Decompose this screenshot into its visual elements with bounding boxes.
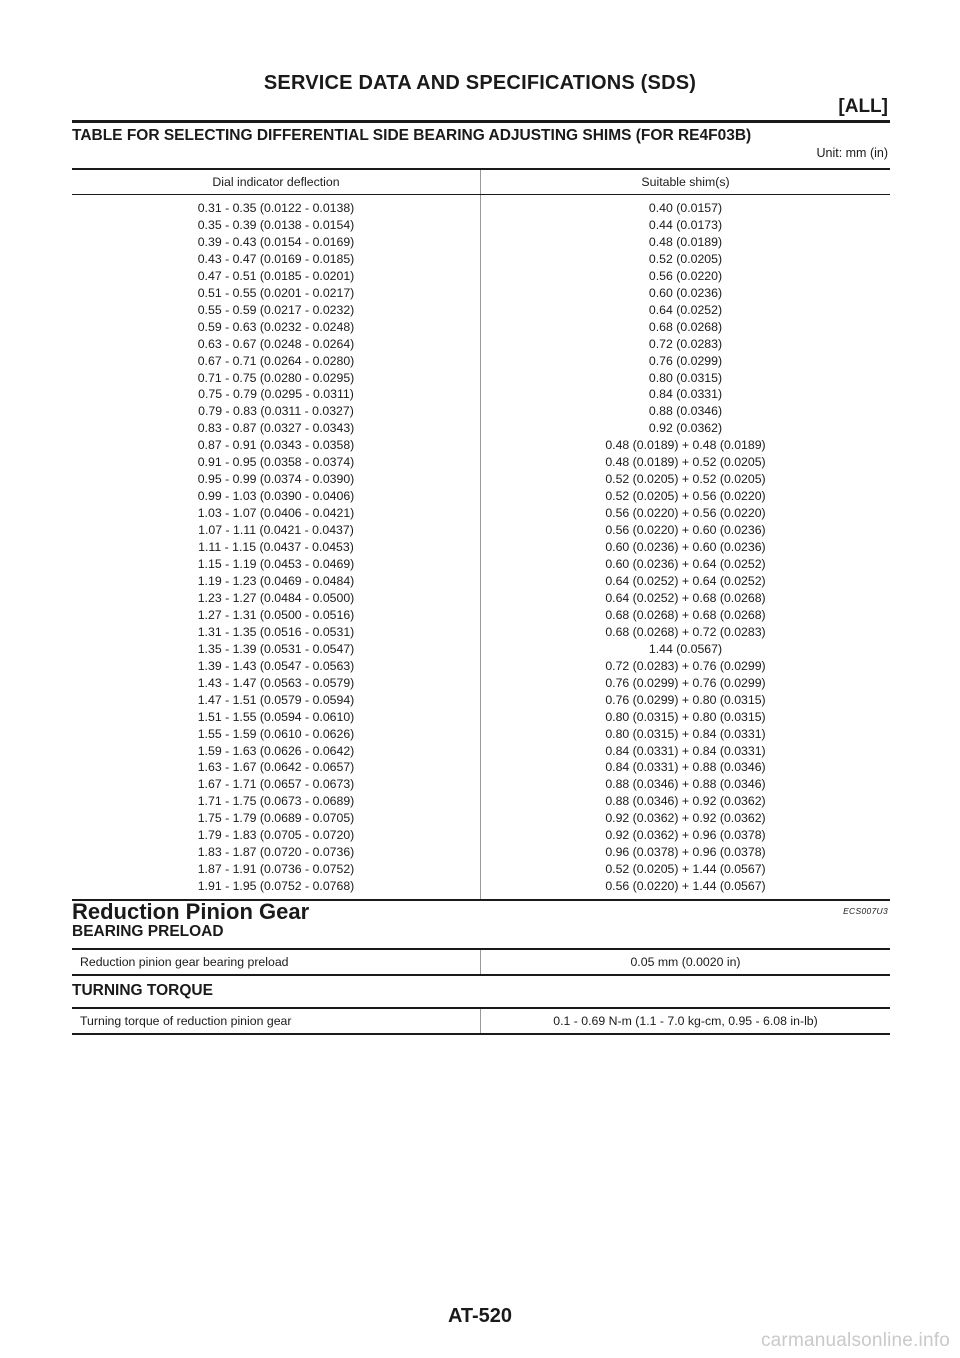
deflection-value: 1.03 - 1.07 (0.0406 - 0.0421) bbox=[197, 506, 355, 521]
shim-value: 0.48 (0.0189) bbox=[648, 234, 723, 249]
shim-value: 0.88 (0.0346) + 0.88 (0.0346) bbox=[605, 777, 766, 792]
table-row bbox=[72, 195, 890, 901]
deflection-value: 0.95 - 0.99 (0.0374 - 0.0390) bbox=[197, 472, 355, 487]
shim-value: 0.92 (0.0362) + 0.96 (0.0378) bbox=[605, 828, 766, 843]
shim-value: 0.44 (0.0173) bbox=[648, 217, 723, 232]
page-number: AT-520 bbox=[447, 1305, 513, 1327]
deflection-column-cell bbox=[72, 195, 481, 901]
shim-value: 0.52 (0.0205) bbox=[648, 251, 723, 266]
shim-value: 0.84 (0.0331) bbox=[648, 387, 723, 402]
deflection-value: 0.31 - 0.35 (0.0122 - 0.0138) bbox=[197, 201, 355, 215]
watermark: carmanualsonline.info bbox=[760, 1330, 950, 1351]
shim-selection-table bbox=[72, 168, 890, 901]
shim-value: 0.56 (0.0220) + 0.56 (0.0220) bbox=[605, 506, 766, 521]
deflection-value: 0.71 - 0.75 (0.0280 - 0.0295) bbox=[197, 370, 355, 385]
shim-value: 0.80 (0.0315) bbox=[648, 370, 723, 385]
shim-value: 0.56 (0.0220) + 0.60 (0.0236) bbox=[605, 523, 766, 538]
deflection-value: 0.79 - 0.83 (0.0311 - 0.0327) bbox=[198, 404, 354, 419]
deflection-value: 0.83 - 0.87 (0.0327 - 0.0343) bbox=[197, 421, 355, 436]
deflection-value: 1.79 - 1.83 (0.0705 - 0.0720) bbox=[197, 828, 355, 843]
shim-value: 0.60 (0.0236) + 0.64 (0.0252) bbox=[605, 557, 766, 572]
column-header-deflection: Dial indicator deflection bbox=[72, 169, 481, 195]
deflection-value: 0.55 - 0.59 (0.0217 - 0.0232) bbox=[197, 302, 355, 317]
shim-value: 0.60 (0.0236) + 0.60 (0.0236) bbox=[605, 540, 766, 555]
table-row bbox=[72, 949, 890, 975]
shim-value: 0.64 (0.0252) + 0.68 (0.0268) bbox=[605, 590, 766, 605]
deflection-value: 0.47 - 0.51 (0.0185 - 0.0201) bbox=[197, 268, 355, 283]
deflection-value: 1.87 - 1.91 (0.0736 - 0.0752) bbox=[197, 862, 355, 877]
shim-value: 0.68 (0.0268) + 0.72 (0.0283) bbox=[605, 624, 766, 639]
deflection-value: 0.35 - 0.39 (0.0138 - 0.0154) bbox=[197, 217, 355, 232]
section-tag: [ALL] bbox=[838, 96, 888, 117]
deflection-value: 0.75 - 0.79 (0.0295 - 0.0311) bbox=[198, 387, 354, 402]
deflection-value: 0.67 - 0.71 (0.0264 - 0.0280) bbox=[197, 353, 355, 368]
shim-value: 0.52 (0.0205) + 0.56 (0.0220) bbox=[605, 489, 766, 504]
shim-value: 0.48 (0.0189) + 0.52 (0.0205) bbox=[605, 455, 766, 470]
deflection-value: 0.59 - 0.63 (0.0232 - 0.0248) bbox=[197, 319, 355, 334]
deflection-value: 1.35 - 1.39 (0.0531 - 0.0547) bbox=[197, 641, 355, 656]
deflection-value: 1.71 - 1.75 (0.0673 - 0.0689) bbox=[197, 794, 355, 809]
shim-value: 0.60 (0.0236) bbox=[648, 285, 723, 300]
table-row bbox=[72, 1008, 890, 1034]
deflection-value: 0.91 - 0.95 (0.0358 - 0.0374) bbox=[197, 455, 355, 470]
bearing-preload-heading: BEARING PRELOAD bbox=[72, 923, 224, 940]
deflection-value: 1.59 - 1.63 (0.0626 - 0.0642) bbox=[197, 743, 355, 758]
shim-value: 0.56 (0.0220) bbox=[648, 268, 723, 283]
deflection-value: 1.51 - 1.55 (0.0594 - 0.0610) bbox=[197, 709, 355, 724]
shim-value: 0.76 (0.0299) + 0.80 (0.0315) bbox=[605, 692, 766, 707]
turning-torque-label: Turning torque of reduction pinion gear bbox=[72, 1008, 481, 1034]
shim-value: 1.44 (0.0567) bbox=[648, 641, 723, 656]
shim-value: 0.76 (0.0299) bbox=[648, 353, 723, 368]
shim-value: 0.88 (0.0346) bbox=[648, 404, 723, 419]
shim-value: 0.84 (0.0331) + 0.84 (0.0331) bbox=[605, 743, 766, 758]
document-code: ECS007U3 bbox=[843, 906, 888, 916]
deflection-value: 1.55 - 1.59 (0.0610 - 0.0626) bbox=[197, 726, 355, 741]
deflection-value: 0.39 - 0.43 (0.0154 - 0.0169) bbox=[197, 234, 355, 249]
turning-torque-value: 0.1 - 0.69 N-m (1.1 - 7.0 kg-cm, 0.95 - 6.08 in-lb) bbox=[481, 1008, 891, 1034]
shim-value: 0.88 (0.0346) + 0.92 (0.0362) bbox=[605, 794, 766, 809]
deflection-value: 1.27 - 1.31 (0.0500 - 0.0516) bbox=[197, 607, 355, 622]
shim-value: 0.52 (0.0205) + 1.44 (0.0567) bbox=[605, 862, 766, 877]
deflection-value: 1.19 - 1.23 (0.0469 - 0.0484) bbox=[197, 573, 355, 588]
shim-value: 0.80 (0.0315) + 0.84 (0.0331) bbox=[605, 726, 766, 741]
page-title: SERVICE DATA AND SPECIFICATIONS (SDS) bbox=[263, 72, 697, 94]
deflection-value: 0.51 - 0.55 (0.0201 - 0.0217) bbox=[197, 285, 355, 300]
shim-value: 0.80 (0.0315) + 0.80 (0.0315) bbox=[605, 709, 766, 724]
deflection-value: 0.63 - 0.67 (0.0248 - 0.0264) bbox=[197, 336, 355, 351]
shim-value: 0.76 (0.0299) + 0.76 (0.0299) bbox=[605, 675, 766, 690]
deflection-value: 1.75 - 1.79 (0.0689 - 0.0705) bbox=[197, 811, 355, 826]
shim-table-heading: TABLE FOR SELECTING DIFFERENTIAL SIDE BEARING ADJUSTING SHIMS (FOR RE4F03B) bbox=[72, 127, 752, 144]
shim-value: 0.64 (0.0252) + 0.64 (0.0252) bbox=[605, 573, 766, 588]
header-rule bbox=[72, 120, 890, 123]
deflection-value: 1.23 - 1.27 (0.0484 - 0.0500) bbox=[197, 590, 355, 605]
deflection-value: 1.63 - 1.67 (0.0642 - 0.0657) bbox=[197, 760, 355, 775]
shim-value: 0.48 (0.0189) + 0.48 (0.0189) bbox=[605, 438, 766, 453]
shim-value: 0.64 (0.0252) bbox=[648, 302, 723, 317]
deflection-value: 1.47 - 1.51 (0.0579 - 0.0594) bbox=[197, 692, 355, 707]
deflection-value: 0.99 - 1.03 (0.0390 - 0.0406) bbox=[197, 489, 355, 504]
bearing-preload-table bbox=[72, 948, 890, 976]
deflection-value: 1.39 - 1.43 (0.0547 - 0.0563) bbox=[197, 658, 355, 673]
deflection-value: 1.11 - 1.15 (0.0437 - 0.0453) bbox=[198, 540, 354, 555]
shim-value: 0.68 (0.0268) + 0.68 (0.0268) bbox=[605, 607, 766, 622]
unit-note: Unit: mm (in) bbox=[816, 146, 888, 160]
bearing-preload-label: Reduction pinion gear bearing preload bbox=[72, 949, 481, 975]
turning-torque-table bbox=[72, 1007, 890, 1035]
column-header-shims: Suitable shim(s) bbox=[481, 169, 891, 195]
shim-value: 0.72 (0.0283) + 0.76 (0.0299) bbox=[605, 658, 766, 673]
deflection-value: 1.91 - 1.95 (0.0752 - 0.0768) bbox=[197, 879, 355, 894]
deflection-value: 1.43 - 1.47 (0.0563 - 0.0579) bbox=[197, 675, 355, 690]
deflection-value: 1.31 - 1.35 (0.0516 - 0.0531) bbox=[197, 624, 355, 639]
reduction-pinion-title: Reduction Pinion Gear bbox=[72, 899, 310, 924]
deflection-value: 1.07 - 1.11 (0.0421 - 0.0437) bbox=[198, 523, 354, 538]
bearing-preload-value: 0.05 mm (0.0020 in) bbox=[481, 949, 891, 975]
shim-value: 0.72 (0.0283) bbox=[648, 336, 723, 351]
shim-value: 0.40 (0.0157) bbox=[648, 201, 723, 215]
shim-value: 0.68 (0.0268) bbox=[648, 319, 723, 334]
shim-value: 0.56 (0.0220) + 1.44 (0.0567) bbox=[605, 879, 766, 894]
shim-column-cell bbox=[481, 195, 891, 901]
deflection-value: 1.67 - 1.71 (0.0657 - 0.0673) bbox=[197, 777, 355, 792]
turning-torque-heading: TURNING TORQUE bbox=[72, 982, 213, 999]
shim-value: 0.92 (0.0362) bbox=[648, 421, 723, 436]
shim-value: 0.52 (0.0205) + 0.52 (0.0205) bbox=[605, 472, 766, 487]
deflection-value: 0.43 - 0.47 (0.0169 - 0.0185) bbox=[197, 251, 355, 266]
shim-value: 0.92 (0.0362) + 0.92 (0.0362) bbox=[605, 811, 766, 826]
table-header-row bbox=[72, 169, 890, 195]
deflection-value: 0.87 - 0.91 (0.0343 - 0.0358) bbox=[197, 438, 355, 453]
shim-value: 0.84 (0.0331) + 0.88 (0.0346) bbox=[605, 760, 766, 775]
shim-value: 0.96 (0.0378) + 0.96 (0.0378) bbox=[605, 845, 766, 860]
deflection-value: 1.15 - 1.19 (0.0453 - 0.0469) bbox=[197, 557, 355, 572]
deflection-value: 1.83 - 1.87 (0.0720 - 0.0736) bbox=[197, 845, 355, 860]
